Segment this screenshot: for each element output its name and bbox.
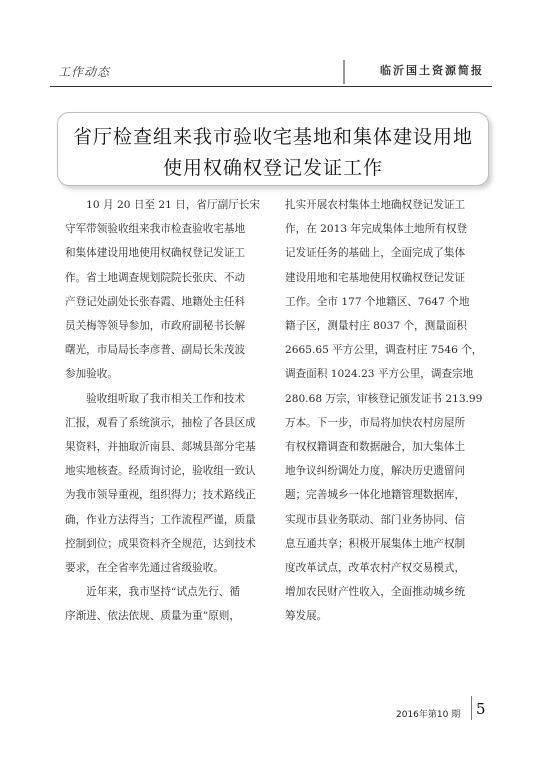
text-line: 序渐进、依法依规、质量为重”原则， (65, 610, 240, 623)
left-column (65, 193, 285, 629)
text-line: 地争议纠纷调处力度，解决历史遗留问 (285, 465, 466, 478)
text-line: 和集体建设用地使用权确权登记发证工 (65, 247, 246, 260)
text-line: 确，作业方法得当；工作流程严谨，质量 (65, 513, 256, 526)
article-title-box (57, 112, 489, 186)
page-number: 5 (476, 700, 486, 718)
text-line: 地实地核查。经质询讨论，验收组一致认 (65, 465, 256, 478)
text-line: 建设用地和宅基地使用权确权登记发证 (285, 271, 466, 284)
text-line: 实现市县业务联动、部门业务协同、信 (285, 513, 466, 526)
text-line: 守军带领验收组来我市检查验收宅基地 (65, 223, 246, 236)
text-line: 记发证任务的基础上，全面完成了集体 (285, 247, 466, 260)
text-line: 产登记处副处长张春霞、地籍处主任科 (65, 295, 246, 308)
text-line: 题；完善城乡一体化地籍管理数据库， (285, 489, 466, 502)
text-line: 调查面积 1024.23 平方公里，调查宗地 (285, 368, 474, 381)
header-divider (343, 60, 345, 84)
text-line: 为我市领导重视，组织得力；技术路线正 (65, 489, 256, 502)
text-line: 近年来，我市坚持“试点先行、循 (65, 586, 240, 599)
text-line: 控制到位；成果资料齐全规范，达到技术 (65, 537, 256, 550)
header-rule (50, 86, 492, 87)
text-line: 果资料，并抽取沂南县、郯城县部分宅基 (65, 441, 256, 454)
text-line: 汇报，观看了系统演示，抽检了各县区成 (65, 416, 256, 429)
text-line: 员关梅等领导参加，市政府副秘书长解 (65, 320, 246, 333)
issue-label: 2016年第10 期 (396, 710, 461, 720)
section-label: 工作动态 (58, 65, 111, 79)
right-column (285, 193, 505, 629)
footer-divider (471, 696, 472, 720)
text-line: 曙光，市局局长李彦普、副局长朱茂波 (65, 344, 246, 357)
text-line: 工作。全市 177 个地籍区、7647 个地 (285, 295, 470, 308)
publication-name: 临沂国土资源简报 (380, 64, 484, 77)
text-line: 作。省土地调查规划院院长张庆、不动 (65, 271, 246, 284)
text-line: 验收组听取了我市相关工作和技术 (65, 392, 246, 405)
text-line: 增加农民财产性收入，全面推动城乡统 (285, 586, 466, 599)
text-line: 2665.65 平方公里，调查村庄 7546 个， (285, 344, 483, 357)
text-line: 要求，在全省率先通过省级验收。 (65, 562, 224, 575)
text-line: 参加验收。 (65, 368, 118, 381)
text-line: 扎实开展农村集体土地确权登记发证工 (285, 199, 466, 211)
article-title-line-1: 省厅检查组来我市验收宅基地和集体建设用地 (72, 126, 473, 148)
text-line: 籍子区，测量村庄 8037 个，测量面积 (285, 320, 468, 333)
text-line: 10 月 20 日至 21 日，省厅副厅长宋 (65, 199, 260, 211)
article-title-line-2: 使用权确权登记发证工作 (162, 157, 383, 179)
text-line: 筹发展。 (285, 610, 328, 623)
text-line: 度改革试点，改革农村产权交易模式， (285, 562, 466, 575)
text-line: 280.68 万宗，审核登记颁发证书 213.99 (285, 392, 483, 405)
text-line: 万本。下一步，市局将加快农村房屋所 (285, 416, 466, 429)
text-line: 有权权籍调查和数据融合，加大集体土 (285, 441, 466, 454)
text-line: 作，在 2013 年完成集体土地所有权登 (285, 223, 468, 236)
text-line: 息互通共享；积极开展集体土地产权制 (285, 537, 466, 550)
